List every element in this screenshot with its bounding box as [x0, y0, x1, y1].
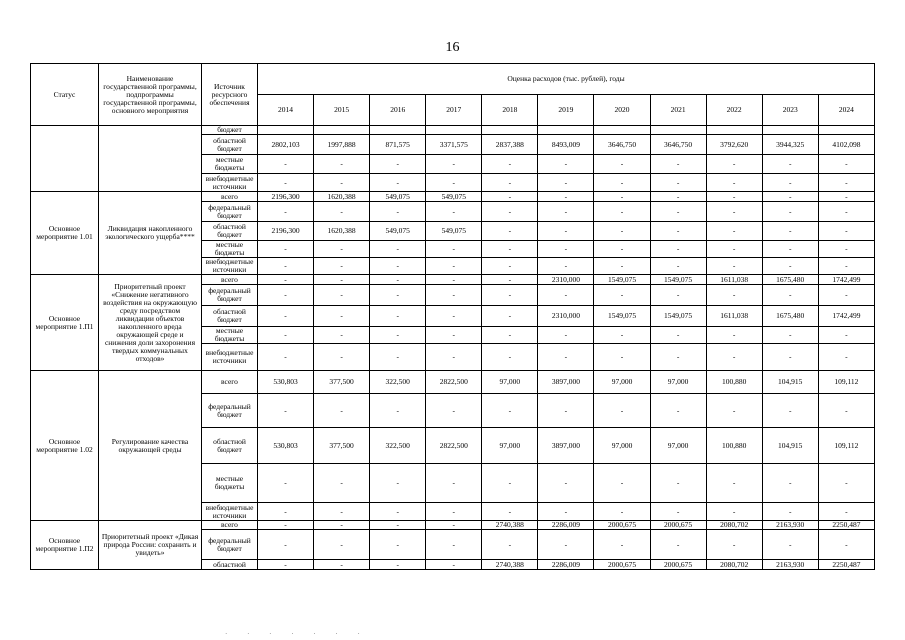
value-cell: -	[706, 327, 762, 344]
value-cell: -	[818, 222, 874, 241]
value-cell: 109,112	[818, 371, 874, 394]
value-cell: 1675,480	[762, 275, 818, 285]
value-cell: -	[314, 560, 370, 570]
value-cell: 2196,300	[258, 192, 314, 202]
value-cell: 2000,675	[650, 521, 706, 530]
value-cell: 104,915	[762, 428, 818, 464]
value-cell: -	[538, 258, 594, 275]
value-cell: -	[482, 464, 538, 503]
program-name-cell: Регулирование качества окружающей среды	[99, 371, 202, 521]
value-cell: -	[538, 155, 594, 174]
value-cell: -	[426, 521, 482, 530]
value-cell: -	[482, 155, 538, 174]
value-cell	[426, 126, 482, 135]
value-cell: -	[650, 503, 706, 521]
value-cell: 2740,388	[482, 560, 538, 570]
value-cell: -	[762, 258, 818, 275]
value-cell: 3897,000	[538, 428, 594, 464]
value-cell: -	[370, 327, 426, 344]
value-cell: 104,915	[762, 371, 818, 394]
value-cell: -	[818, 394, 874, 428]
value-cell: 4102,098	[818, 135, 874, 155]
value-cell: -	[706, 464, 762, 503]
value-cell: 549,075	[370, 192, 426, 202]
value-cell: 1549,075	[594, 275, 650, 285]
table-row	[31, 275, 875, 285]
value-cell: -	[818, 202, 874, 222]
value-cell: -	[258, 306, 314, 327]
header-year: 2018	[482, 95, 538, 126]
value-cell: -	[762, 530, 818, 560]
value-cell: -	[482, 344, 538, 371]
value-cell: -	[818, 530, 874, 560]
value-cell: -	[594, 241, 650, 258]
value-cell: -	[650, 192, 706, 202]
value-cell: -	[426, 202, 482, 222]
value-cell: -	[706, 503, 762, 521]
value-cell: -	[370, 521, 426, 530]
value-cell	[314, 126, 370, 135]
source-cell: всего	[202, 192, 258, 202]
value-cell: -	[314, 275, 370, 285]
value-cell: -	[818, 327, 874, 344]
value-cell: -	[818, 258, 874, 275]
value-cell: -	[314, 241, 370, 258]
source-cell: областной бюджет	[202, 135, 258, 155]
value-cell: -	[650, 202, 706, 222]
value-cell: 2080,702	[706, 560, 762, 570]
value-cell: -	[762, 344, 818, 371]
value-cell: -	[258, 202, 314, 222]
header-year: 2017	[426, 95, 482, 126]
source-cell: областной	[202, 560, 258, 570]
value-cell: -	[594, 155, 650, 174]
value-cell: -	[762, 241, 818, 258]
value-cell: -	[370, 275, 426, 285]
value-cell: -	[370, 174, 426, 192]
value-cell: -	[426, 394, 482, 428]
value-cell: 3646,750	[650, 135, 706, 155]
value-cell: -	[314, 285, 370, 306]
source-cell: бюджет	[202, 126, 258, 135]
value-cell: -	[370, 560, 426, 570]
value-cell: -	[538, 222, 594, 241]
value-cell: -	[370, 394, 426, 428]
value-cell: 2250,487	[818, 560, 874, 570]
header-year: 2016	[370, 95, 426, 126]
value-cell: -	[538, 394, 594, 428]
value-cell: -	[706, 285, 762, 306]
value-cell: 2080,702	[706, 521, 762, 530]
scan-marks: · · · · · · ·	[225, 630, 369, 638]
table-body	[31, 126, 875, 570]
value-cell: 109,112	[818, 428, 874, 464]
source-cell: областной бюджет	[202, 222, 258, 241]
value-cell: -	[482, 327, 538, 344]
value-cell: -	[426, 464, 482, 503]
value-cell: -	[706, 192, 762, 202]
value-cell: -	[762, 394, 818, 428]
value-cell: -	[426, 503, 482, 521]
value-cell: -	[370, 530, 426, 560]
program-name-cell: Приоритетный проект «Дикая природа России: сохранить и увидеть»	[99, 521, 202, 570]
value-cell: 2000,675	[650, 560, 706, 570]
value-cell: -	[258, 503, 314, 521]
value-cell: 1611,038	[706, 275, 762, 285]
value-cell: 97,000	[594, 428, 650, 464]
value-cell: -	[538, 464, 594, 503]
value-cell: 1549,075	[650, 275, 706, 285]
value-cell: -	[818, 192, 874, 202]
value-cell: -	[482, 394, 538, 428]
table-row	[31, 192, 875, 202]
value-cell: -	[314, 306, 370, 327]
source-cell: местные бюджеты	[202, 155, 258, 174]
value-cell: -	[482, 202, 538, 222]
value-cell: -	[258, 560, 314, 570]
value-cell: 530,803	[258, 428, 314, 464]
value-cell: -	[258, 241, 314, 258]
value-cell: -	[594, 394, 650, 428]
value-cell: -	[426, 155, 482, 174]
source-cell: федеральный бюджет	[202, 285, 258, 306]
value-cell: -	[706, 155, 762, 174]
value-cell: 1997,888	[314, 135, 370, 155]
value-cell: -	[258, 155, 314, 174]
value-cell: -	[818, 464, 874, 503]
value-cell: -	[426, 560, 482, 570]
value-cell	[258, 126, 314, 135]
value-cell: -	[818, 174, 874, 192]
value-cell: -	[706, 344, 762, 371]
table-header	[31, 64, 875, 126]
value-cell: -	[370, 202, 426, 222]
source-cell: федеральный бюджет	[202, 202, 258, 222]
value-cell: 549,075	[426, 192, 482, 202]
program-name-cell: Ликвидация накопленного экологического ущерба****	[99, 192, 202, 275]
value-cell: 871,575	[370, 135, 426, 155]
value-cell: -	[482, 306, 538, 327]
value-cell: -	[426, 275, 482, 285]
header-status: Статус	[31, 64, 99, 126]
value-cell: -	[762, 464, 818, 503]
value-cell: 1742,499	[818, 275, 874, 285]
header-year: 2024	[818, 95, 874, 126]
value-cell: 1620,388	[314, 192, 370, 202]
value-cell: 2802,103	[258, 135, 314, 155]
value-cell: 2000,675	[594, 521, 650, 530]
value-cell: -	[650, 258, 706, 275]
value-cell: 3646,750	[594, 135, 650, 155]
value-cell: -	[258, 327, 314, 344]
value-cell: -	[314, 394, 370, 428]
value-cell: -	[314, 258, 370, 275]
value-cell: -	[650, 464, 706, 503]
value-cell: 2163,930	[762, 521, 818, 530]
value-cell: -	[426, 530, 482, 560]
value-cell: 2310,000	[538, 306, 594, 327]
value-cell: 2822,500	[426, 428, 482, 464]
value-cell: -	[762, 155, 818, 174]
value-cell: -	[258, 285, 314, 306]
value-cell: 1675,480	[762, 306, 818, 327]
value-cell: 1549,075	[594, 306, 650, 327]
value-cell: 1611,038	[706, 306, 762, 327]
value-cell: -	[370, 241, 426, 258]
value-cell: -	[258, 394, 314, 428]
value-cell: -	[650, 241, 706, 258]
status-cell	[31, 126, 99, 192]
value-cell: -	[650, 285, 706, 306]
value-cell: 2163,930	[762, 560, 818, 570]
value-cell: -	[650, 327, 706, 344]
value-cell: -	[258, 521, 314, 530]
value-cell: -	[594, 174, 650, 192]
value-cell: -	[538, 192, 594, 202]
value-cell: 3371,575	[426, 135, 482, 155]
value-cell: -	[258, 530, 314, 560]
status-cell: Основное мероприятие 1.02	[31, 371, 99, 521]
value-cell: 530,803	[258, 371, 314, 394]
value-cell: -	[706, 202, 762, 222]
header-year: 2022	[706, 95, 762, 126]
value-cell: -	[370, 155, 426, 174]
value-cell: -	[706, 241, 762, 258]
value-cell: -	[258, 174, 314, 192]
value-cell: 2250,487	[818, 521, 874, 530]
value-cell	[650, 126, 706, 135]
value-cell: -	[650, 174, 706, 192]
header-year: 2023	[762, 95, 818, 126]
value-cell: -	[426, 306, 482, 327]
value-cell: 2196,300	[258, 222, 314, 241]
value-cell: -	[650, 222, 706, 241]
value-cell: -	[706, 258, 762, 275]
value-cell	[706, 126, 762, 135]
value-cell: -	[762, 285, 818, 306]
value-cell: -	[426, 241, 482, 258]
header-year: 2014	[258, 95, 314, 126]
value-cell: -	[482, 275, 538, 285]
value-cell: -	[594, 222, 650, 241]
source-cell: федеральный бюджет	[202, 394, 258, 428]
value-cell: -	[650, 344, 706, 371]
value-cell: 100,880	[706, 428, 762, 464]
header-estimate: Оценка расходов (тыс. рублей), годы	[258, 64, 875, 95]
header-source: Источник ресурсного обеспечения	[202, 64, 258, 126]
value-cell: -	[762, 174, 818, 192]
value-cell: 1549,075	[650, 306, 706, 327]
value-cell	[370, 126, 426, 135]
header-year: 2021	[650, 95, 706, 126]
source-cell: внебюджетные источники	[202, 174, 258, 192]
source-cell: местные бюджеты	[202, 464, 258, 503]
value-cell: -	[594, 464, 650, 503]
value-cell: 2286,009	[538, 560, 594, 570]
header-year: 2020	[594, 95, 650, 126]
value-cell: -	[370, 258, 426, 275]
value-cell: 2822,500	[426, 371, 482, 394]
value-cell: -	[818, 344, 874, 371]
source-cell: всего	[202, 275, 258, 285]
value-cell: 2310,000	[538, 275, 594, 285]
value-cell: -	[762, 222, 818, 241]
value-cell: -	[538, 241, 594, 258]
value-cell: -	[314, 464, 370, 503]
value-cell: -	[650, 530, 706, 560]
value-cell: -	[426, 285, 482, 306]
header-year: 2019	[538, 95, 594, 126]
value-cell: -	[650, 155, 706, 174]
status-cell: Основное мероприятие 1.П2	[31, 521, 99, 570]
value-cell: -	[426, 174, 482, 192]
value-cell: -	[314, 327, 370, 344]
value-cell: -	[314, 503, 370, 521]
value-cell: -	[650, 394, 706, 428]
value-cell: -	[482, 285, 538, 306]
value-cell: -	[426, 327, 482, 344]
value-cell: -	[314, 174, 370, 192]
status-cell: Основное мероприятие 1.П1	[31, 275, 99, 371]
value-cell: 97,000	[482, 371, 538, 394]
value-cell: -	[594, 327, 650, 344]
value-cell: -	[706, 222, 762, 241]
value-cell: 2740,388	[482, 521, 538, 530]
value-cell: 3897,000	[538, 371, 594, 394]
value-cell: -	[706, 174, 762, 192]
source-cell: всего	[202, 371, 258, 394]
value-cell: -	[538, 344, 594, 371]
value-cell: -	[762, 202, 818, 222]
value-cell: 322,500	[370, 371, 426, 394]
value-cell: 1742,499	[818, 306, 874, 327]
value-cell: -	[538, 530, 594, 560]
value-cell	[762, 126, 818, 135]
value-cell: -	[706, 530, 762, 560]
value-cell: -	[482, 174, 538, 192]
source-cell: областной бюджет	[202, 306, 258, 327]
value-cell: -	[426, 258, 482, 275]
value-cell: 3792,620	[706, 135, 762, 155]
value-cell: -	[314, 530, 370, 560]
value-cell: 100,880	[706, 371, 762, 394]
table-row	[31, 521, 875, 530]
program-name-cell: Приоритетный проект «Снижение негативного воздействия на окружающую среду посредством ликвидации объектов накопленного вреда окружающей среде и снижения доли захоронения твердых коммунальных отходов»	[99, 275, 202, 371]
source-cell: федеральный бюджет	[202, 530, 258, 560]
value-cell: 97,000	[650, 371, 706, 394]
table-row	[31, 371, 875, 394]
value-cell: -	[258, 344, 314, 371]
source-cell: областной бюджет	[202, 428, 258, 464]
value-cell: 3944,325	[762, 135, 818, 155]
value-cell: -	[594, 344, 650, 371]
value-cell: 322,500	[370, 428, 426, 464]
value-cell: 97,000	[482, 428, 538, 464]
value-cell: -	[258, 275, 314, 285]
program-name-cell	[99, 126, 202, 192]
value-cell: -	[594, 192, 650, 202]
value-cell: -	[538, 174, 594, 192]
value-cell	[594, 126, 650, 135]
value-cell	[538, 126, 594, 135]
value-cell: -	[594, 285, 650, 306]
value-cell: -	[538, 285, 594, 306]
value-cell: 549,075	[370, 222, 426, 241]
value-cell: -	[370, 464, 426, 503]
source-cell: внебюджетные источники	[202, 503, 258, 521]
value-cell: 377,500	[314, 428, 370, 464]
value-cell: -	[482, 241, 538, 258]
value-cell: -	[762, 192, 818, 202]
value-cell: -	[482, 503, 538, 521]
value-cell: -	[594, 258, 650, 275]
value-cell: -	[370, 503, 426, 521]
value-cell: 377,500	[314, 371, 370, 394]
source-cell: местные бюджеты	[202, 327, 258, 344]
value-cell: -	[538, 503, 594, 521]
value-cell: -	[370, 285, 426, 306]
value-cell	[482, 126, 538, 135]
value-cell: -	[594, 202, 650, 222]
value-cell: -	[818, 503, 874, 521]
value-cell: -	[370, 344, 426, 371]
value-cell: 549,075	[426, 222, 482, 241]
value-cell: 97,000	[594, 371, 650, 394]
value-cell	[818, 126, 874, 135]
value-cell: -	[426, 344, 482, 371]
value-cell: -	[706, 394, 762, 428]
value-cell: -	[258, 464, 314, 503]
value-cell: -	[258, 258, 314, 275]
page-number: 16	[445, 40, 460, 55]
value-cell: -	[482, 192, 538, 202]
value-cell: -	[314, 202, 370, 222]
source-cell: местные бюджеты	[202, 241, 258, 258]
source-cell: внебюджетные источники	[202, 258, 258, 275]
value-cell: -	[482, 530, 538, 560]
header-year: 2015	[314, 95, 370, 126]
value-cell: 2837,388	[482, 135, 538, 155]
value-cell: -	[818, 241, 874, 258]
value-cell: -	[314, 344, 370, 371]
value-cell: 97,000	[650, 428, 706, 464]
table-row	[31, 126, 875, 135]
value-cell: -	[818, 285, 874, 306]
source-cell: внебюджетные источники	[202, 344, 258, 371]
value-cell: 1620,388	[314, 222, 370, 241]
value-cell: -	[482, 258, 538, 275]
value-cell: 8493,009	[538, 135, 594, 155]
value-cell: -	[818, 155, 874, 174]
value-cell: -	[482, 222, 538, 241]
value-cell: -	[370, 306, 426, 327]
value-cell: -	[314, 155, 370, 174]
value-cell: -	[594, 503, 650, 521]
value-cell: -	[314, 521, 370, 530]
status-cell: Основное мероприятие 1.01	[31, 192, 99, 275]
budget-table	[30, 63, 875, 570]
source-cell: всего	[202, 521, 258, 530]
value-cell: 2286,009	[538, 521, 594, 530]
header-name: Наименование государственной программы, подпрограммы государственной программы, основного мероприятия	[99, 64, 202, 126]
value-cell: -	[594, 530, 650, 560]
value-cell: -	[762, 327, 818, 344]
value-cell: -	[538, 327, 594, 344]
value-cell: -	[538, 202, 594, 222]
value-cell: -	[762, 503, 818, 521]
value-cell: 2000,675	[594, 560, 650, 570]
